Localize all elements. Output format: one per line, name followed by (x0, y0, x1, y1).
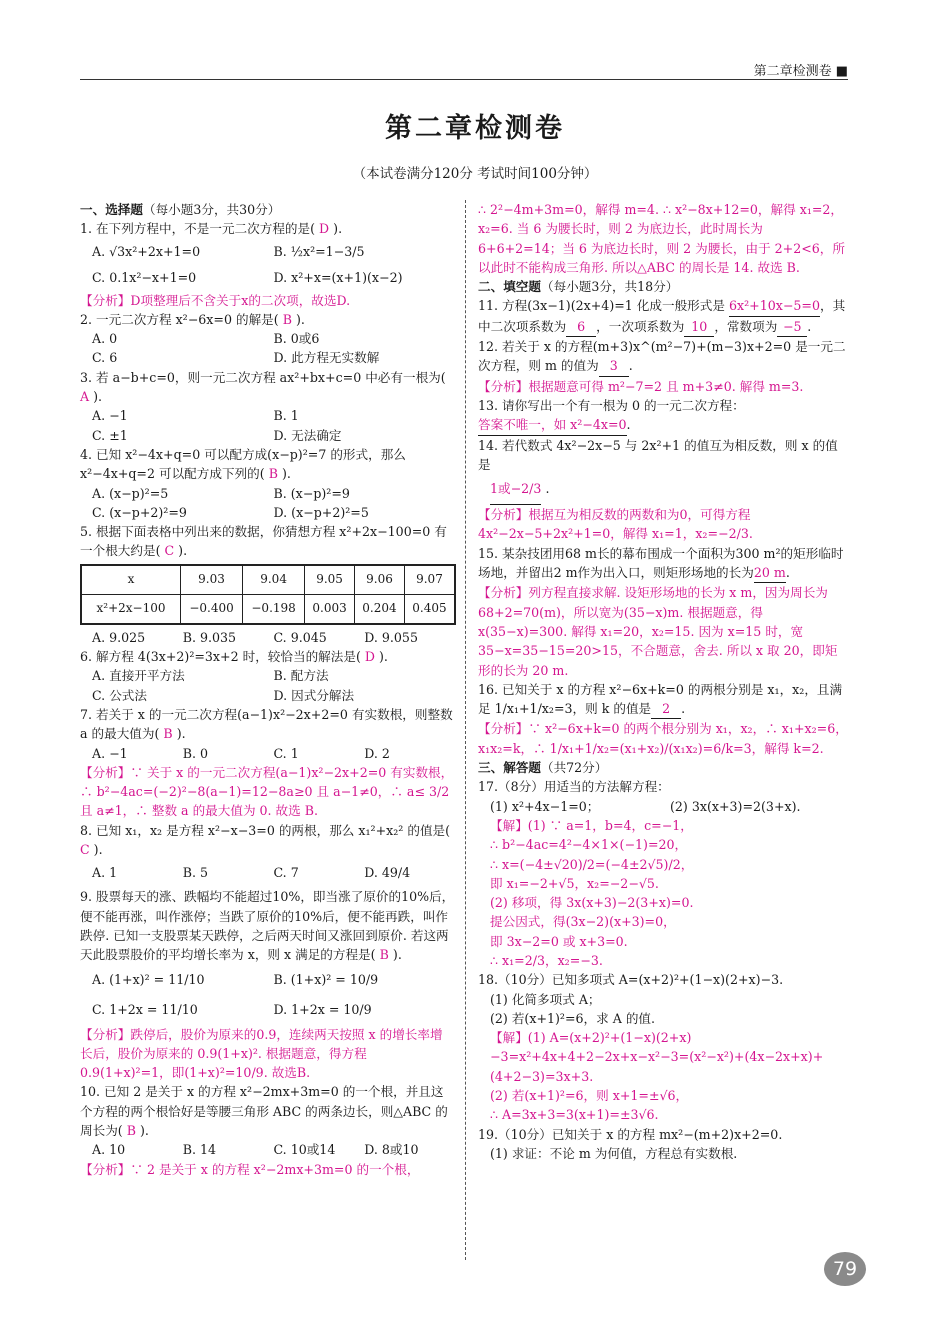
question-3: 3. 若 a−b+c=0，则一元二次方程 ax²+bx+c=0 中必有一根为( A ). A. −1 B. 1 C. ±1 D. 无法确定 (80, 369, 446, 443)
question-18: 18.（10分）已知多项式 A=(x+2)²+(1−x)(2+x)−3. (1) 化简多项式 A； (2) 若(x+1)²=6，求 A 的值. 【解】(1) A=(x+2)²+(1−x)(2+x)−3=x²+4x+4+2−2x+x−x²−3=(x²−x²)+(4x−2x+x)+(4+2−3)=3x+3. (2) 若(x+1)²=6，则 x+1=±√6， ∴ A=3x+3=3(x+1)=±3√6. (478, 970, 850, 1124)
analysis: 【分析】列方程直接求解. 设矩形场地的长为 x m，因为周长为 68+2=70(m)，所以宽为(35−x)m. 根据题意，得 x(35−x)=300. 解得 x₁=20，x₂=15. 因为 x=15 时，宽 35−x=35−15=20>15，不合题意，舍去. 所以 x 取 20，即矩形的长为 20 m. (478, 585, 838, 678)
question-4: 4. 已知 x²−4x+q=0 可以配方成(x−p)²=7 的形式，那么 x²−4x+q=2 可以配方成下列的( B ). A. (x−p)²=5 B. (x−p)²=9 C. (x−p+2)²=9 D. (x−p+2)²=5 (80, 446, 406, 520)
data-table (80, 564, 456, 625)
running-head: 第二章检测卷 ■ (753, 64, 848, 79)
question-9: 9. 股票每天的涨、跌幅均不能超过10%，即当涨了原价的10%后，便不能再涨，叫作涨停；当跌了原价的10%后，便不能再跌，叫作跌停. 已知一支股票某天跌停，之后两天时间又涨回到原价. 若这两天此股票股价的平均增长率为 x，则 x 满足的方程是( B ). A. (1+x)² = 11/10 B. (1+x)² = 10/9 C. 1+2x = 11/10 D. 1+2x = 10/9 【分析】跌停后，股价为原来的0.9，连续两天按照 x 的增长率增长后，股价为原来的 0.9(1+x)². 根据题意，得方程 0.9(1+x)²=1，即(1+x)²=10/9. 故选B. (80, 887, 455, 1082)
question-12: 12. 若关于 x 的方程(m+3)x^(m²−7)+(m−3)x+2=0 是一元二次方程，则 m 的值为 3 . 【分析】根据题意可得 m²−7=2 且 m+3≠0. 解得 m=3. (478, 337, 850, 396)
section-heading: 二、填空题（每小题3分，共18分） (478, 279, 679, 295)
table-row: x 9.03 9.04 9.05 9.06 9.07 (81, 565, 455, 595)
question-16: 16. 已知关于 x 的方程 x²−6x+k=0 的两根分别是 x₁，x₂，且满足 1/x₁+1/x₂=3，则 k 的值是 2 . 【分析】∵ x²−6x+k=0 的两个根分别为 x₁，x₂，∴ x₁+x₂=6，x₁x₂=k，∴ 1/x₁+1/x₂=(x₁+x₂)/(x₁x₂)=6/k=3，解得 k=2. (478, 680, 850, 758)
solution: 【解】(1) A=(x+2)²+(1−x)(2+x)−3=x²+4x+4+2−2x+x−x²−3=(x²−x²)+(4x−2x+x)+(4+2−3)=3x+3. (2) 若(x+1)²=6，则 x+1=±√6， ∴ A=3x+3=3(x+1)=±3√6. (490, 1030, 824, 1123)
question-7: 7. 若关于 x 的一元二次方程(a−1)x²−2x+2=0 有实数根，则整数 a 的最大值为( B ). A. −1 B. 0 C. 1 D. 2 【分析】∵ 关于 x 的一元二次方程(a−1)x²−2x+2=0 有实数根，∴ b²−4ac=(−2)²−8(a−1)=12−8a≥0 且 a−1≠0，∴ a≤ 3/2 且 a≠1，∴ 整数 a 的最大值为 0. 故选 B. (80, 705, 455, 821)
analysis: 【分析】根据题意可得 m²−7=2 且 m+3≠0. 解得 m=3. (478, 378, 804, 394)
question-19: 19.（10分）已知关于 x 的方程 mx²−(m+2)x+2=0. (1) 求证：不论 m 为何值，方程总有实数根. (478, 1126, 783, 1161)
question-15: 15. 某杂技团用68 m长的幕布围成一个面积为300 m²的矩形临时场地，并留出2 m作为出入口，则矩形场地的长为20 m. 【分析】列方程直接求解. 设矩形场地的长为 x m，因为周长为 68+2=70(m)，所以宽为(35−x)m. 根据题意，得 x(35−x)=300. 解得 x₁=20，x₂=15. 因为 x=15 时，宽 35−x=35−15=20>15，不合题意，舍去. 所以 x 取 20，即矩形的长为 20 m. (478, 544, 850, 680)
page-title: 第二章检测卷 (385, 113, 565, 144)
page-subtitle: （本试卷满分120分 考试时间100分钟） (352, 166, 598, 182)
header-rule (80, 79, 848, 80)
question-14: 14. 若代数式 4x²−2x−5 与 2x²+1 的值互为相反数，则 x 的值是 1或−2/3 . 【分析】根据互为相反数的两数和为0，可得方程 4x²−2x−5+2x²+1=0，解得 x₁=1，x₂=−2/3. (478, 436, 850, 544)
analysis: 【分析】∵ x²−6x+k=0 的两个根分别为 x₁，x₂，∴ x₁+x₂=6，x₁x₂=k，∴ 1/x₁+1/x₂=(x₁+x₂)/(x₁x₂)=6/k=3，解得 k=2. (478, 721, 848, 756)
question-8: 8. 已知 x₁，x₂ 是方程 x²−x−3=0 的两根，那么 x₁²+x₂² 的值是( C ). A. 1 B. 5 C. 7 D. 49/4 (80, 822, 451, 881)
question-5: 5. 根据下面表格中列出来的数据，你猜想方程 x²+2x−100=0 有一个根大约是( C ). x 9.03 9.04 9.05 9.06 9.07 x²+2x−100 −0.400 −0.198 0.003 0.204 0.405 A. 9.025 B. 9.035 C. 9.045 D. 9.055 (80, 522, 455, 647)
page-number: 79 (824, 1252, 866, 1286)
column-divider (465, 200, 466, 1260)
analysis-continued: ∴ 2²−4m+3m=0，解得 m=4. ∴ x²−8x+12=0，解得 x₁=2，x₂=6. 当 6 为腰长时，则 2 为底边长，此时周长为 6+6+2=14；当 6 为底边长时，则 2 为腰长，由于 2+2<6，所以此时不能构成三角形. 所以△ABC 的周长是 14. 故选 B. (478, 202, 845, 275)
section-heading: 三、解答题（共72分） (478, 760, 608, 776)
right-column (478, 200, 850, 1163)
question-13: 13. 请你写出一个有一根为 0 的一元二次方程：答案不唯一，如 x²−4x=0. (478, 396, 850, 436)
left-column (80, 200, 455, 1179)
question-11: 11. 方程(3x−1)(2x+4)=1 化成一般形式是 6x²+10x−5=0，其中二次项系数为 6 ，一次项系数为 10 ，常数项为 −5 . (478, 296, 850, 337)
question-10: 10. 已知 2 是关于 x 的方程 x²−2mx+3m=0 的一个根，并且这个方程的两个根恰好是等腰三角形 ABC 的两条边长，则△ABC 的周长为( B ). A. 10 B. 14 C. 10或14 D. 8或10 【分析】∵ 2 是关于 x 的方程 x²−2mx+3m=0 的一个根， (80, 1082, 455, 1178)
question-6: 6. 解方程 4(3x+2)²=3x+2 时，较恰当的解法是( D ). A. 直接开平方法 B. 配方法 C. 公式法 D. 因式分解法 (80, 649, 388, 703)
analysis: 【分析】跌停后，股价为原来的0.9，连续两天按照 x 的增长率增长后，股价为原来的 0.9(1+x)². 根据题意，得方程 0.9(1+x)²=1，即(1+x)²=10/9. 故选B. (80, 1026, 443, 1081)
table-row: x²+2x−100 −0.400 −0.198 0.003 0.204 0.405 (81, 594, 455, 624)
analysis: 【分析】∵ 2 是关于 x 的方程 x²−2mx+3m=0 的一个根， (80, 1161, 420, 1177)
question-17: 17.（8分）用适当的方法解方程： (1) x²+4x−1=0； (2) 3x(x+3)=2(3+x). 【解】(1) ∵ a=1，b=4，c=−1， ∴ b²−4ac=4²−4×1×(−1)=20， ∴ x=(−4±√20)/2=(−4±2√5)/2， 即 x₁=−2+√5，x₂=−2−√5. (2) 移项，得 3x(x+3)−2(3+x)=0. 提公因式，得(3x−2)(x+3)=0， 即 3x−2=0 或 x+3=0. ∴ x₁=2/3，x₂=−3. (478, 777, 850, 970)
analysis: 【分析】∵ 关于 x 的一元二次方程(a−1)x²−2x+2=0 有实数根，∴ b²−4ac=(−2)²−8(a−1)=12−8a≥0 且 a−1≠0，∴ a≤ 3/2 且 a≠1，∴ 整数 a 的最大值为 0. 故选 B. (80, 764, 454, 819)
analysis: 【分析】D项整理后不含关于x的二次项，故选D. (80, 292, 351, 308)
analysis: 【分析】根据互为相反数的两数和为0，可得方程 4x²−2x−5+2x²+1=0，解得 x₁=1，x₂=−2/3. (478, 507, 753, 542)
section-heading: 一、选择题（每小题3分，共30分） (80, 202, 281, 217)
solution: 【解】(1) ∵ a=1，b=4，c=−1， ∴ b²−4ac=4²−4×1×(−1)=20， ∴ x=(−4±√20)/2=(−4±2√5)/2， 即 x₁=−2+√5，x₂=−2−√5. (2) 移项，得 3x(x+3)−2(3+x)=0. 提公因式，得(3x−2)(x+3)=0， 即 3x−2=0 或 x+3=0. ∴ x₁=2/3，x₂=−3. (490, 817, 694, 968)
question-1: 1. 在下列方程中，不是一元二次方程的是( D ). A. √3x²+2x+1=0 B. ½x²=1−3/5 C. 0.1x²−x+1=0 D. x²+x=(x+1)(x−2) 【分析】D项整理后不含关于x的二次项，故选D. (80, 219, 455, 310)
question-2: 2. 一元二次方程 x²−6x=0 的解是( B ). A. 0 B. 0或6 C. 6 D. 此方程无实数解 (80, 311, 380, 366)
